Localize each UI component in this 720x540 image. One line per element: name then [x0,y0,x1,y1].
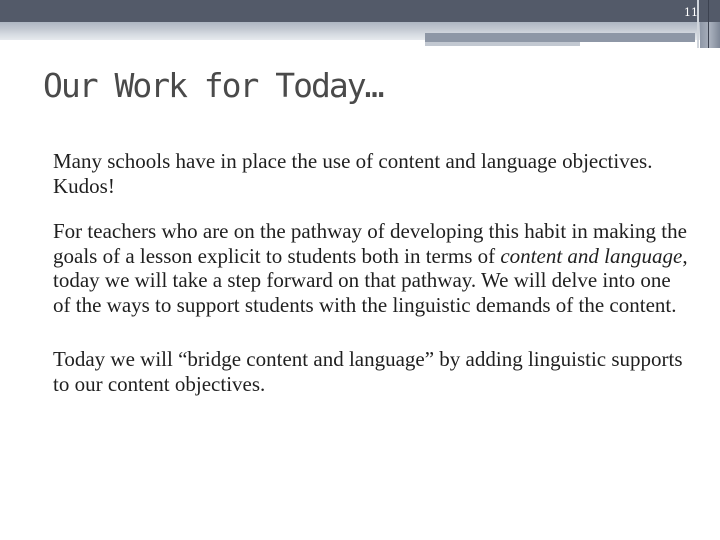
header-band [0,0,720,22]
corner-line-dark [708,0,709,48]
paragraph-pathway-end: , today we will take a step forward on that pathway. We will delve into one of the ways to support students with the linguistic demands of the content. [53,243,688,317]
corner-decoration [700,22,720,48]
paragraph-objectives: Many schools have in place the use of content and language objectives. Kudos! [53,149,653,198]
slide-body [53,149,693,417]
header-accent-bar-light [425,42,580,46]
paragraph-pathway-emphasis: content and language [500,243,683,268]
paragraph-bridge: Today we will “bridge content and language” by adding linguistic supports to our content objectives. [53,347,683,396]
header-accent-bar [425,33,695,42]
slide-number: 11 [684,6,698,19]
paragraph-pathway [53,219,693,317]
slide-title: Our Work for Today… [43,66,383,105]
paragraph-pathway-start: For teachers who are on the pathway of developing this habit in making the goals of a lesson explicit to students both in terms of [53,219,687,268]
